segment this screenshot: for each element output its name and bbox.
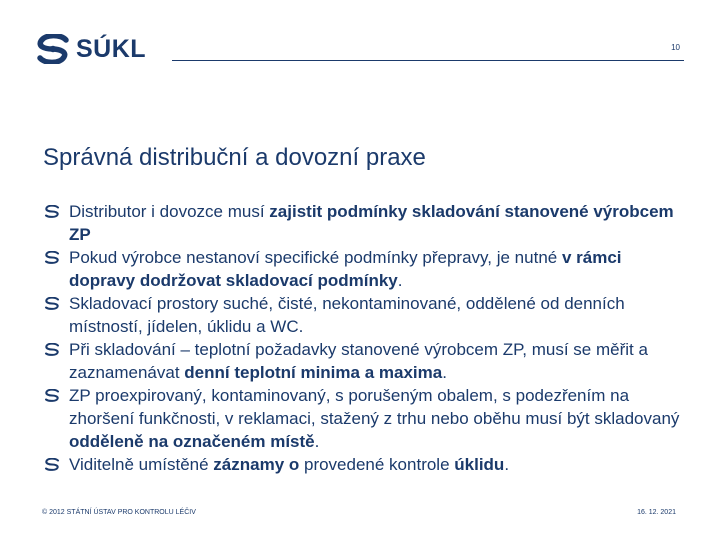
sukl-bullet-icon [44, 297, 60, 310]
page-title: Správná distribuční a dovozní praxe [43, 144, 426, 171]
bullet-text: Při skladování – teplotní požadavky stanovené výrobcem ZP, musí se měřit a zaznamenávat [69, 340, 648, 382]
bullet-text-bold: v rámci dopravy dodržovat skladovací podmínky [69, 248, 622, 290]
bullet-item [44, 338, 684, 384]
bullet-item [44, 384, 684, 453]
bullet-text: Distributor i dovozce musí [69, 202, 270, 221]
footer-date: 16. 12. 2021 [637, 509, 676, 516]
bullet-text-bold: úklidu [454, 455, 505, 474]
bullet-text-bold: denní teplotní minima a maxima [184, 363, 443, 382]
header-divider [172, 60, 684, 61]
bullet-item [44, 292, 684, 338]
bullet-text-bold: zajistit podmínky skladování stanovené výrobcem ZP [69, 202, 674, 244]
sukl-logo-icon [36, 34, 70, 64]
logo-text: SÚKL [76, 34, 147, 63]
footer-copyright: © 2012 STÁTNÍ ÚSTAV PRO KONTROLU LÉČIV [42, 509, 196, 516]
bullet-item [44, 453, 684, 476]
bullet-list [44, 200, 684, 476]
bullet-text: . [397, 271, 403, 290]
bullet-text: . [442, 363, 447, 382]
bullet-text: Pokud výrobce nestanoví specifické podmínky přepravy, je nutné [69, 248, 562, 267]
bullet-text-bold: odděleně na označeném místě [69, 432, 315, 451]
bullet-text: . [504, 455, 510, 474]
bullet-text: ZP proexpirovaný, kontaminovaný, s porušeným obalem, s podezřením na zhoršení funkčnosti, v reklamaci, stažený z trhu nebo oběhu musí být skladovaný [69, 386, 680, 428]
sukl-bullet-icon [44, 458, 60, 471]
bullet-item [44, 200, 684, 246]
sukl-bullet-icon [44, 389, 60, 402]
page-number: 10 [671, 43, 680, 52]
sukl-bullet-icon [44, 251, 60, 264]
sukl-bullet-icon [44, 205, 60, 218]
bullet-text-bold: záznamy o [213, 455, 300, 474]
bullet-text: Skladovací prostory suché, čisté, nekontaminované, oddělené od denních místností, jídelen, úklidu a WC. [69, 294, 625, 336]
bullet-text: provedené kontrole [299, 455, 455, 474]
sukl-logo [36, 34, 146, 64]
bullet-text: Viditelně umístěné [69, 455, 214, 474]
sukl-bullet-icon [44, 343, 60, 356]
bullet-item [44, 246, 684, 292]
bullet-text: . [314, 432, 320, 451]
